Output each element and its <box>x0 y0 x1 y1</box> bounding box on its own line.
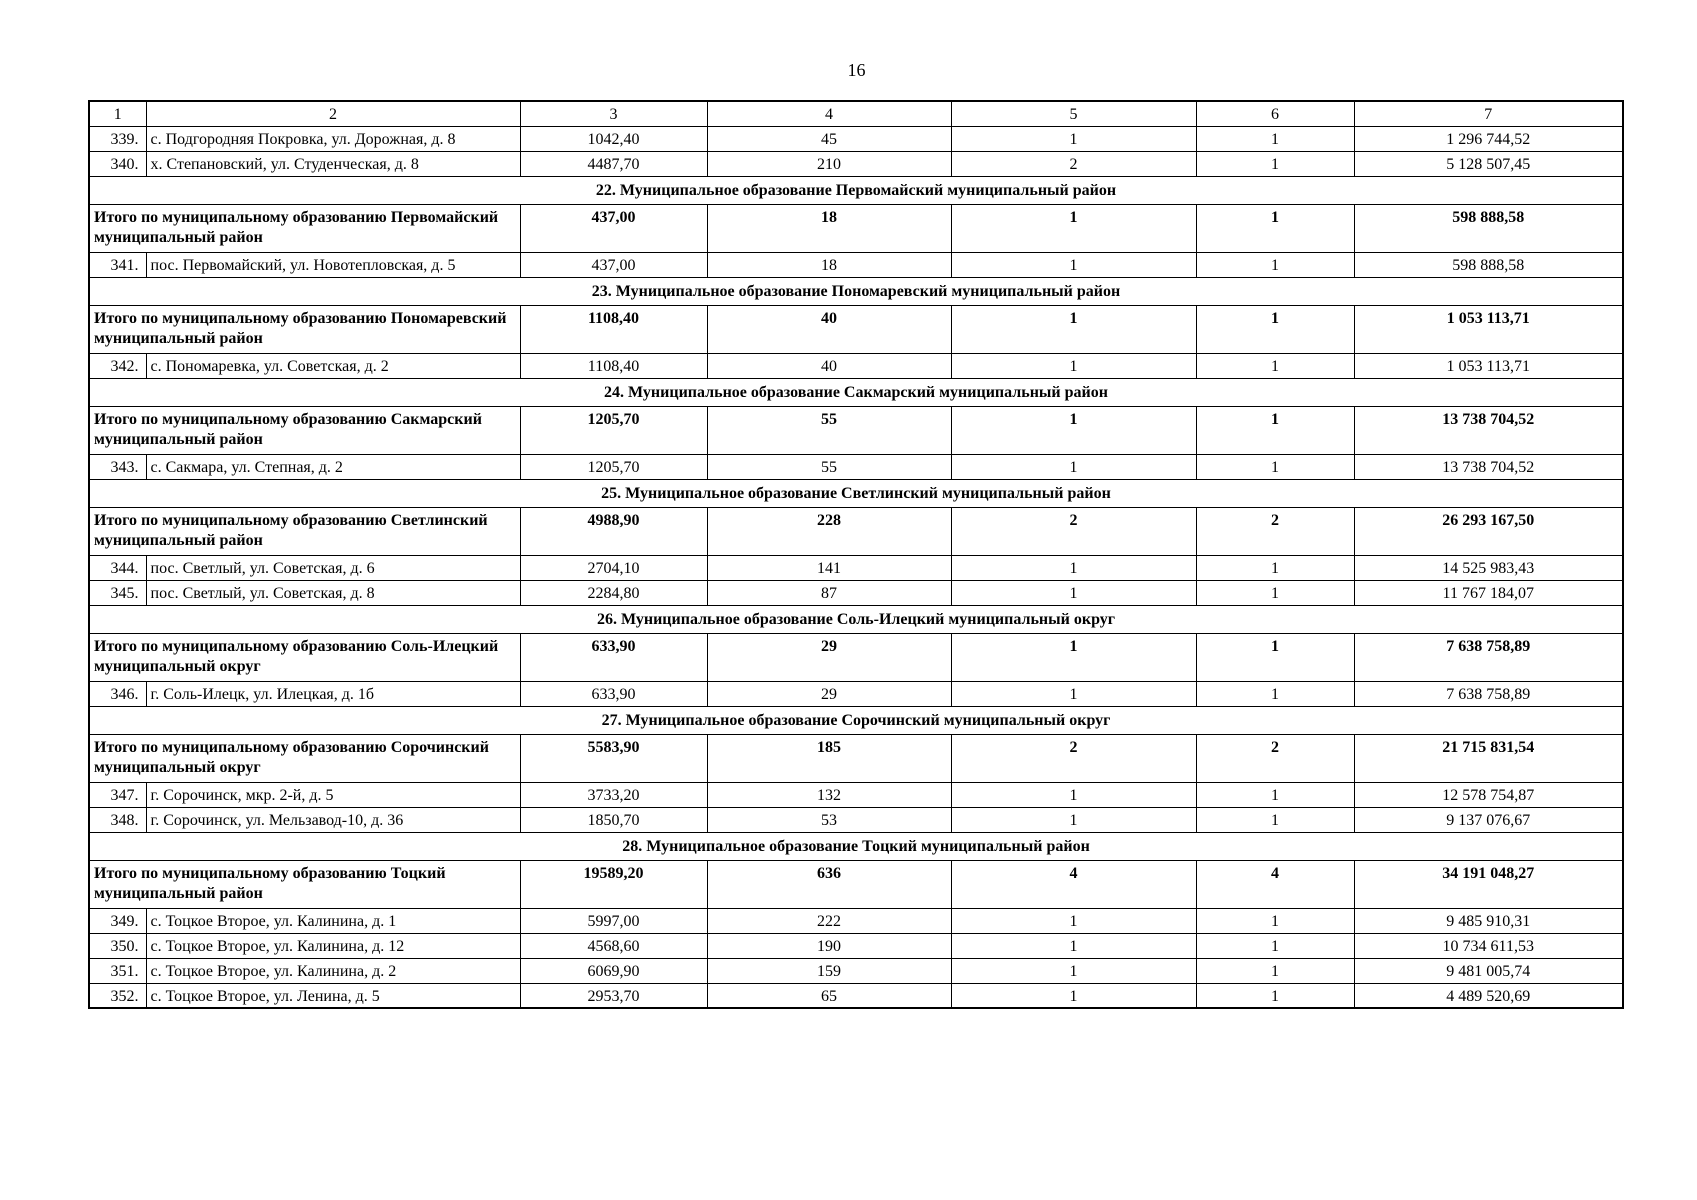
row-address: х. Степановский, ул. Студенческая, д. 8 <box>146 151 520 176</box>
total-col6: 2 <box>1196 507 1354 555</box>
row-amount: 9 137 076,67 <box>1354 807 1623 832</box>
row-number: 340. <box>89 151 146 176</box>
row-number: 350. <box>89 933 146 958</box>
total-area: 19589,20 <box>520 860 707 908</box>
row-amount: 9 485 910,31 <box>1354 908 1623 933</box>
header-cell-7: 7 <box>1354 101 1623 126</box>
table-body <box>89 101 1623 1008</box>
row-residents: 18 <box>707 252 951 277</box>
total-area: 437,00 <box>520 204 707 252</box>
row-col6: 1 <box>1196 454 1354 479</box>
row-number: 351. <box>89 958 146 983</box>
row-amount: 12 578 754,87 <box>1354 782 1623 807</box>
total-row <box>89 204 1623 252</box>
row-col6: 1 <box>1196 252 1354 277</box>
row-address: пос. Первомайский, ул. Новотепловская, д. 5 <box>146 252 520 277</box>
total-residents: 18 <box>707 204 951 252</box>
row-col6: 1 <box>1196 555 1354 580</box>
row-col5: 1 <box>951 454 1196 479</box>
total-col5: 2 <box>951 734 1196 782</box>
row-col5: 1 <box>951 983 1196 1008</box>
section-title: 24. Муниципальное образование Сакмарский муниципальный район <box>89 378 1623 406</box>
row-col5: 2 <box>951 151 1196 176</box>
row-residents: 141 <box>707 555 951 580</box>
row-residents: 222 <box>707 908 951 933</box>
row-residents: 190 <box>707 933 951 958</box>
total-col6: 1 <box>1196 406 1354 454</box>
total-label: Итого по муниципальному образованию Сорочинский муниципальный округ <box>89 734 520 782</box>
total-label: Итого по муниципальному образованию Пономаревский муниципальный район <box>89 305 520 353</box>
row-address: с. Тоцкое Второе, ул. Калинина, д. 1 <box>146 908 520 933</box>
row-amount: 11 767 184,07 <box>1354 580 1623 605</box>
row-residents: 132 <box>707 782 951 807</box>
row-amount: 10 734 611,53 <box>1354 933 1623 958</box>
row-col6: 1 <box>1196 151 1354 176</box>
total-amount: 34 191 048,27 <box>1354 860 1623 908</box>
row-col6: 1 <box>1196 908 1354 933</box>
row-col6: 1 <box>1196 580 1354 605</box>
row-col5: 1 <box>951 353 1196 378</box>
row-col5: 1 <box>951 126 1196 151</box>
section-header-row <box>89 832 1623 860</box>
table-row <box>89 454 1623 479</box>
total-residents: 228 <box>707 507 951 555</box>
total-label: Итого по муниципальному образованию Тоцкий муниципальный район <box>89 860 520 908</box>
row-number: 344. <box>89 555 146 580</box>
section-header-row <box>89 605 1623 633</box>
total-col6: 2 <box>1196 734 1354 782</box>
row-residents: 159 <box>707 958 951 983</box>
total-col6: 1 <box>1196 204 1354 252</box>
header-cell-5: 5 <box>951 101 1196 126</box>
row-number: 349. <box>89 908 146 933</box>
section-header-row <box>89 378 1623 406</box>
total-col5: 1 <box>951 633 1196 681</box>
total-col5: 1 <box>951 204 1196 252</box>
header-cell-2: 2 <box>146 101 520 126</box>
table-row <box>89 580 1623 605</box>
row-area: 3733,20 <box>520 782 707 807</box>
total-area: 1205,70 <box>520 406 707 454</box>
data-table <box>88 100 1624 1009</box>
row-number: 341. <box>89 252 146 277</box>
table-row <box>89 353 1623 378</box>
row-col5: 1 <box>951 252 1196 277</box>
section-title: 25. Муниципальное образование Светлинский муниципальный район <box>89 479 1623 507</box>
row-amount: 14 525 983,43 <box>1354 555 1623 580</box>
total-col5: 4 <box>951 860 1196 908</box>
row-area: 2953,70 <box>520 983 707 1008</box>
table-row <box>89 983 1623 1008</box>
total-row <box>89 860 1623 908</box>
row-area: 1042,40 <box>520 126 707 151</box>
total-label: Итого по муниципальному образованию Сакмарский муниципальный район <box>89 406 520 454</box>
row-address: с. Подгородняя Покровка, ул. Дорожная, д. 8 <box>146 126 520 151</box>
total-amount: 13 738 704,52 <box>1354 406 1623 454</box>
row-area: 1108,40 <box>520 353 707 378</box>
row-col5: 1 <box>951 555 1196 580</box>
section-header-row <box>89 176 1623 204</box>
row-col6: 1 <box>1196 353 1354 378</box>
total-col6: 1 <box>1196 633 1354 681</box>
row-col6: 1 <box>1196 126 1354 151</box>
total-label: Итого по муниципальному образованию Первомайский муниципальный район <box>89 204 520 252</box>
header-cell-1: 1 <box>89 101 146 126</box>
total-row <box>89 406 1623 454</box>
total-residents: 29 <box>707 633 951 681</box>
row-address: с. Сакмара, ул. Степная, д. 2 <box>146 454 520 479</box>
table-row <box>89 958 1623 983</box>
row-area: 6069,90 <box>520 958 707 983</box>
section-title: 22. Муниципальное образование Первомайский муниципальный район <box>89 176 1623 204</box>
total-area: 1108,40 <box>520 305 707 353</box>
row-area: 437,00 <box>520 252 707 277</box>
row-col5: 1 <box>951 908 1196 933</box>
total-residents: 636 <box>707 860 951 908</box>
row-amount: 9 481 005,74 <box>1354 958 1623 983</box>
total-residents: 40 <box>707 305 951 353</box>
row-number: 339. <box>89 126 146 151</box>
table-row <box>89 908 1623 933</box>
row-amount: 1 053 113,71 <box>1354 353 1623 378</box>
row-col6: 1 <box>1196 958 1354 983</box>
row-residents: 53 <box>707 807 951 832</box>
table-row <box>89 807 1623 832</box>
total-row <box>89 507 1623 555</box>
row-residents: 87 <box>707 580 951 605</box>
total-row <box>89 305 1623 353</box>
row-col5: 1 <box>951 958 1196 983</box>
row-residents: 40 <box>707 353 951 378</box>
row-residents: 210 <box>707 151 951 176</box>
section-header-row <box>89 706 1623 734</box>
row-area: 633,90 <box>520 681 707 706</box>
row-area: 5997,00 <box>520 908 707 933</box>
row-col5: 1 <box>951 807 1196 832</box>
row-col6: 1 <box>1196 983 1354 1008</box>
row-residents: 65 <box>707 983 951 1008</box>
section-title: 26. Муниципальное образование Соль-Илецкий муниципальный округ <box>89 605 1623 633</box>
row-area: 4487,70 <box>520 151 707 176</box>
row-residents: 45 <box>707 126 951 151</box>
total-amount: 21 715 831,54 <box>1354 734 1623 782</box>
total-row <box>89 734 1623 782</box>
header-cell-6: 6 <box>1196 101 1354 126</box>
total-label: Итого по муниципальному образованию Соль-Илецкий муниципальный округ <box>89 633 520 681</box>
header-row <box>89 101 1623 126</box>
total-row <box>89 633 1623 681</box>
row-amount: 13 738 704,52 <box>1354 454 1623 479</box>
row-col6: 1 <box>1196 807 1354 832</box>
page-number: 16 <box>847 60 866 80</box>
row-number: 347. <box>89 782 146 807</box>
row-address: г. Сорочинск, мкр. 2-й, д. 5 <box>146 782 520 807</box>
table-row <box>89 933 1623 958</box>
row-area: 2284,80 <box>520 580 707 605</box>
row-residents: 29 <box>707 681 951 706</box>
row-amount: 598 888,58 <box>1354 252 1623 277</box>
row-amount: 7 638 758,89 <box>1354 681 1623 706</box>
row-residents: 55 <box>707 454 951 479</box>
row-number: 345. <box>89 580 146 605</box>
row-address: с. Тоцкое Второе, ул. Ленина, д. 5 <box>146 983 520 1008</box>
row-amount: 1 296 744,52 <box>1354 126 1623 151</box>
row-col6: 1 <box>1196 681 1354 706</box>
row-address: пос. Светлый, ул. Советская, д. 6 <box>146 555 520 580</box>
row-number: 343. <box>89 454 146 479</box>
row-col6: 1 <box>1196 933 1354 958</box>
row-address: с. Тоцкое Второе, ул. Калинина, д. 12 <box>146 933 520 958</box>
row-col5: 1 <box>951 933 1196 958</box>
section-title: 27. Муниципальное образование Сорочинский муниципальный округ <box>89 706 1623 734</box>
row-col6: 1 <box>1196 782 1354 807</box>
row-number: 342. <box>89 353 146 378</box>
total-amount: 598 888,58 <box>1354 204 1623 252</box>
row-col5: 1 <box>951 782 1196 807</box>
row-address: г. Соль-Илецк, ул. Илецкая, д. 1б <box>146 681 520 706</box>
row-area: 1205,70 <box>520 454 707 479</box>
row-address: г. Сорочинск, ул. Мельзавод-10, д. 36 <box>146 807 520 832</box>
total-residents: 185 <box>707 734 951 782</box>
total-amount: 1 053 113,71 <box>1354 305 1623 353</box>
row-address: пос. Светлый, ул. Советская, д. 8 <box>146 580 520 605</box>
row-col5: 1 <box>951 580 1196 605</box>
total-amount: 7 638 758,89 <box>1354 633 1623 681</box>
section-header-row <box>89 479 1623 507</box>
row-address: с. Пономаревка, ул. Советская, д. 2 <box>146 353 520 378</box>
row-amount: 5 128 507,45 <box>1354 151 1623 176</box>
header-cell-3: 3 <box>520 101 707 126</box>
total-col6: 4 <box>1196 860 1354 908</box>
total-area: 5583,90 <box>520 734 707 782</box>
total-col5: 1 <box>951 305 1196 353</box>
total-area: 633,90 <box>520 633 707 681</box>
total-area: 4988,90 <box>520 507 707 555</box>
total-col5: 2 <box>951 507 1196 555</box>
table-row <box>89 151 1623 176</box>
table-row <box>89 782 1623 807</box>
row-col5: 1 <box>951 681 1196 706</box>
table-row <box>89 252 1623 277</box>
total-label: Итого по муниципальному образованию Светлинский муниципальный район <box>89 507 520 555</box>
row-number: 348. <box>89 807 146 832</box>
row-address: с. Тоцкое Второе, ул. Калинина, д. 2 <box>146 958 520 983</box>
row-area: 4568,60 <box>520 933 707 958</box>
total-col6: 1 <box>1196 305 1354 353</box>
header-cell-4: 4 <box>707 101 951 126</box>
row-area: 2704,10 <box>520 555 707 580</box>
total-residents: 55 <box>707 406 951 454</box>
row-area: 1850,70 <box>520 807 707 832</box>
row-amount: 4 489 520,69 <box>1354 983 1623 1008</box>
section-header-row <box>89 277 1623 305</box>
section-title: 23. Муниципальное образование Пономаревский муниципальный район <box>89 277 1623 305</box>
total-col5: 1 <box>951 406 1196 454</box>
table-row <box>89 681 1623 706</box>
table-row <box>89 555 1623 580</box>
total-amount: 26 293 167,50 <box>1354 507 1623 555</box>
row-number: 346. <box>89 681 146 706</box>
section-title: 28. Муниципальное образование Тоцкий муниципальный район <box>89 832 1623 860</box>
row-number: 352. <box>89 983 146 1008</box>
table-row <box>89 126 1623 151</box>
